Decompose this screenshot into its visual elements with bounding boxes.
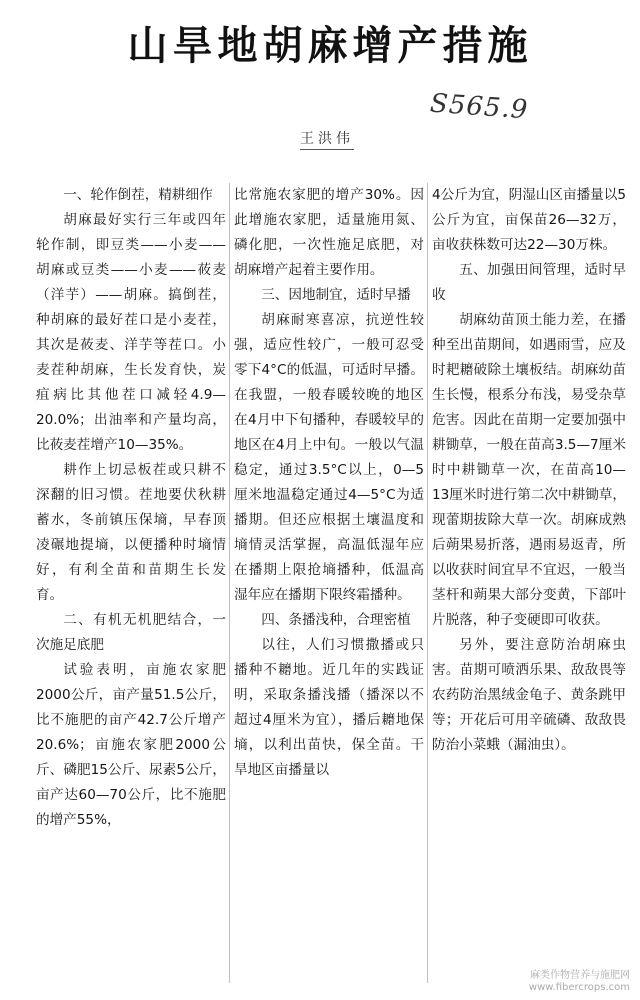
body-paragraph: 胡麻幼苗顶土能力差，在播种至出苗期间，如遇雨雪，应及时耙耱破除土壤板结。胡麻幼苗生长慢，根系分布浅，易受杂草危害。因此在苗期一定要加强中耕锄草，一般在苗高3.5—7厘米时中耕锄草一次，在苗高10—13厘米时进行第二次中耕锄草，现蕾期拔除大草一次。胡麻成熟后蒴果易折落，遇雨易返青，所以收获时间宜早不宜迟，一般当茎杆和蒴果大部分变黄，下部叶片脱落，种子变硬即可收获。 [432,312,627,628]
body-paragraph: 耕作上切忌板茬或只耕不深翻的旧习惯。茬地要伏秋耕蓄水，冬前镇压保墒，早春顶凌碾地提墒，以便播种时墒情好，有利全苗和苗期生长发育。 [36,462,226,603]
section-heading: 五、加强田间管理，适时早收 [432,262,626,303]
body-paragraph: 以往，人们习惯撒播或只播种不耱地。近几年的实践证明，采取条播浅播（播深以不超过4厘米为宜），播后耱地保墒，以利出苗快，保全苗。干旱地区亩播量以 [234,637,424,778]
body-paragraph: 4公斤为宜，阴湿山区亩播量以5公斤为宜，亩保苗26—32万，亩收获株数可达22—30万株。 [432,187,627,253]
section-heading: 一、轮作倒茬，精耕细作 [63,187,213,203]
watermark-line-1: 麻类作物营养与施肥网 [530,970,630,981]
column-divider [427,183,428,983]
text-column-2 [234,183,424,783]
article-author: 王洪伟 [300,128,354,150]
body-paragraph: 试验表明，亩施农家肥2000公斤，亩产量51.5公斤，比不施肥的亩产42.7公斤增产20.6%；亩施农家肥2000公斤、磷肥15公斤、尿素5公斤，亩产达60—70公斤，比不施肥的增产55%， [36,662,226,828]
section-heading: 四、条播浅种，合理密植 [261,612,411,628]
article-title: 山旱地胡麻增产措施 [127,22,533,69]
body-paragraph: 胡麻耐寒喜凉，抗逆性较强，适应性较广，一般可忍受零下4°C的低温，可适时早播。在我盟，一般春暖较晚的地区在4月中下旬播种，春暖较早的地区在4月上中旬。一般以气温稳定，通过3.5°C以上，0—5厘米地温稳定通过4—5°C为适播期。但还应根据土壤温度和墒情灵活掌握，高温低湿年应在播期上限抢墒播种，低温高湿年应在播期下限终霜播种。 [234,312,424,603]
body-paragraph: 比常施农家肥的增产30%。因此增施农家肥，适量施用氮、磷化肥，一次性施足底肥，对胡麻增产起着主要作用。 [234,187,424,278]
column-divider [229,183,230,983]
body-paragraph: 另外，要注意防治胡麻虫害。苗期可喷洒乐果、敌敌畏等农药防治黑绒金龟子、黄条跳甲等；开花后可用辛硫磷、敌敌畏防治小菜蛾（漏油虫）。 [432,637,626,753]
watermark-line-2: www.fibercrops.com [528,982,630,993]
text-column-3 [432,183,626,758]
site-watermark [529,970,630,994]
body-paragraph: 胡麻最好实行三年或四年轮作制，即豆类——小麦——胡麻或豆类——小麦——莜麦（洋芋）——胡麻。搞倒茬，种胡麻的最好茬口是小麦茬，其次是莜麦、洋芋等茬口。小麦茬种胡麻，生长发育快，炭疽病比其他茬口减轻4.9—20.0%；出油率和产量均高，比莜麦茬增产10—35%。 [36,212,226,453]
section-heading: 二、有机无机肥结合，一次施足底肥 [36,612,226,653]
handwritten-catalog-number: S565.9 [429,88,530,126]
section-heading: 三、因地制宜，适时早播 [261,287,411,303]
text-column-1 [36,183,226,833]
